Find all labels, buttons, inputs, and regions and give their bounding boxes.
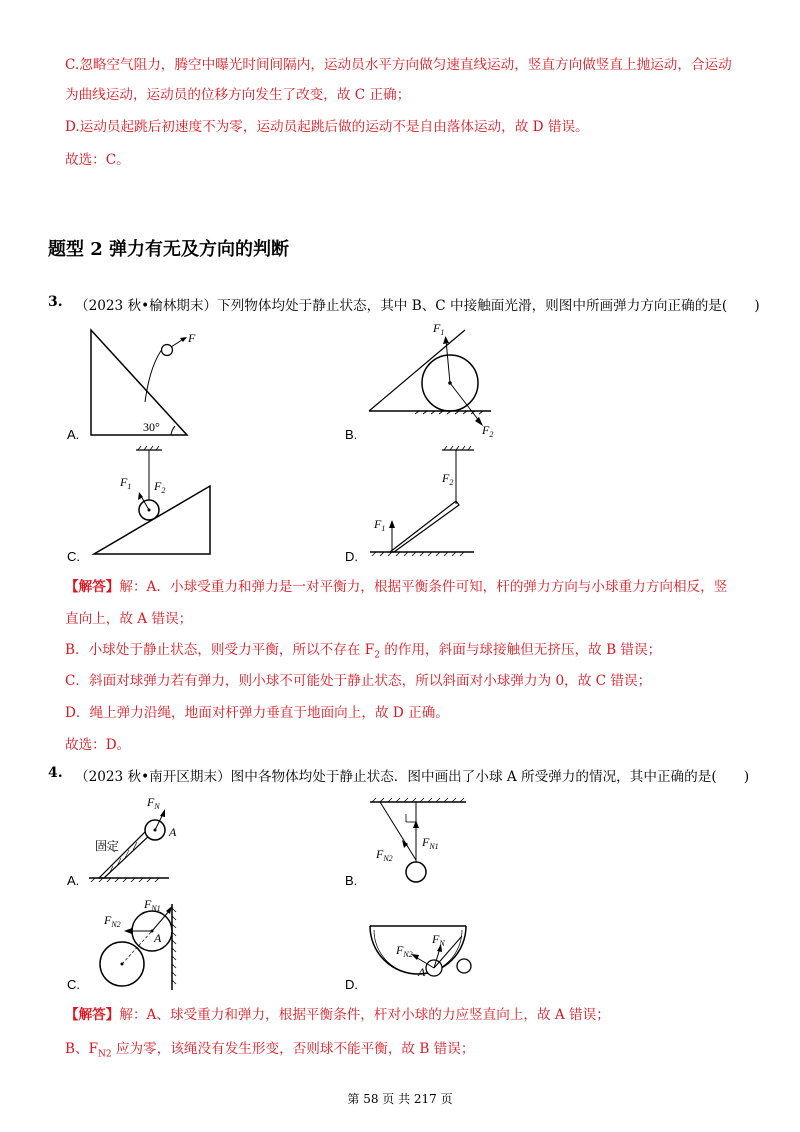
q3a-force-label: F [188,331,196,345]
q3b-f1-label: F [433,321,441,335]
prev-answer-choice: 故选：C。 [65,152,130,168]
prev-answer-d-line: D.运动员起跳后初速度不为零，运动员起跳后做的运动不是自由落体运动，故 D 错误。 [65,119,589,135]
q3-figure-c [90,446,220,561]
q3-number: 3. [48,294,63,310]
q4-answer-a [65,1006,610,1024]
q4-option-d: D. [345,977,358,992]
q4-answer-b-post: 应为零，该绳没有发生形变，否则球不能平衡，故 B 错误； [111,1041,475,1057]
svg-text:FN2 [103,913,121,929]
q3c-f2-label: F [154,479,162,493]
svg-text:FN [146,795,160,811]
q3b-f1-sub: 1 [440,328,445,337]
q4-answer-b-sub: N2 [98,1049,112,1060]
q4c-fn1-sub: N1 [151,904,161,913]
q4a-ball-label: A [169,825,177,839]
svg-text:FN2 [395,943,413,959]
q4b-fn2-sub: N2 [383,854,393,863]
svg-text:F1 [119,475,131,491]
q3-option-a: A. [67,427,80,442]
q3c-f1-label: F [120,475,128,489]
q3-option-b: B. [345,427,358,442]
q4-answer-a-text: 解：A、球受重力和弹力，根据平衡条件，杆对小球的力应竖直向上，故 A 错误； [119,1007,610,1023]
q3c-f2-sub: 2 [161,486,166,495]
q4a-fn-label: F [147,795,155,809]
q3-option-d: D. [345,549,358,564]
q3c-f1-sub: 1 [127,482,132,491]
q3-answer-c: C．斜面对球弹力若有弹力，则小球不可能处于静止状态，所以斜面对小球弹力为 0，故 C 错误； [65,673,652,689]
svg-text:FN [431,932,445,948]
q4b-fn1-sub: N1 [429,842,439,851]
q3-figure-d [366,446,491,561]
q3-answer-d: D．绳上弹力沿绳，地面对杆弹力垂直于地面向上，故 D 正确。 [65,705,449,721]
q4c-fn1-label: F [144,897,152,911]
q3-answer-tag: 【解答】 [65,579,120,595]
q4a-fixed-label: 固定 [95,839,120,853]
q4-option-c: C. [67,977,80,992]
q4-figure-a [85,792,210,887]
q4c-fn2-sub: N2 [111,920,121,929]
q4-figure-c [92,896,202,996]
prev-answer-c-line1: C.忽略空气阻力，腾空中曝光时间间隔内，运动员水平方向做匀速直线运动，竖直方向做竖直上抛运动，合运动 [65,57,732,73]
q3d-f2-label: F [442,471,450,485]
q3-answer-b-sub: 2 [374,650,380,661]
q3-stem: （2023 秋•榆林期末）下列物体均处于静止状态，其中 B、C 中接触面光滑，则图中所画弹力方向正确的是( ) [75,298,760,314]
q4d-fn2-sub: N2 [403,950,413,959]
q4-answer-tag: 【解答】 [65,1007,120,1023]
q3-answer-b-post: 的作用，斜面与球接触但无挤压，故 B 错误； [379,642,662,658]
section-title: 题型 2 弹力有无及方向的判断 [48,239,290,260]
q4c-ball-label: A [154,931,162,945]
q3-option-c: C. [67,549,80,564]
svg-text:F2 [153,479,165,495]
svg-text:F1 [432,321,444,337]
q3d-f1-label: F [374,517,382,531]
q3-figure-b [365,318,505,443]
q4a-fn-sub: N [154,802,160,811]
q4-number: 4. [48,765,63,781]
q4-answer-b [65,1040,474,1064]
q4d-fn-label: F [432,932,440,946]
q3-answer-a-text: 解：A．小球受重力和弹力是一对平衡力，根据平衡条件可知，杆的弹力方向与小球重力方向相反，竖 [119,579,728,595]
prev-answer-c-line2: 为曲线运动，运动员的位移方向发生了改变，故 C 正确； [65,87,411,103]
svg-text:FN1 [143,897,161,913]
q4b-fn1-label: F [422,835,430,849]
q4-figure-d [366,918,486,998]
q4-option-b: B. [345,873,358,888]
svg-text:F1 [373,517,385,533]
q3-answer-a [65,578,727,596]
q3-answer-b-pre: B．小球处于静止状态，则受力平衡，所以不存在 F [65,642,375,658]
q4-answer-b-pre: B、F [65,1041,99,1057]
svg-text:FN2 [375,847,393,863]
q3-answer-b [65,641,661,665]
q4-figure-b [366,796,486,891]
svg-text:F2 [481,423,493,439]
q3d-f1-sub: 1 [381,524,386,533]
q4-stem: （2023 秋•南开区期末）图中各物体均处于静止状态．图中画出了小球 A 所受弹力的情况，其中正确的是( ) [75,769,750,785]
q3-answer-choice: 故选：D。 [65,737,131,753]
q4d-fn2-label: F [396,943,404,957]
q4c-fn2-label: F [104,913,112,927]
q4-option-a: A. [67,873,80,888]
q4b-fn2-label: F [376,847,384,861]
q3b-f2-sub: 2 [489,430,494,439]
svg-text:FN1 [421,835,439,851]
q3-answer-a2: 直向上，故 A 错误； [65,611,193,627]
q4d-ball-label: A [418,965,426,979]
q3-figure-a [85,320,205,440]
q3b-f2-label: F [482,423,490,437]
q3d-f2-sub: 2 [449,478,454,487]
svg-text:F2 [441,471,453,487]
page-footer: 第 58 页 共 217 页 [347,1092,453,1106]
q3a-angle-label: 30° [143,420,160,434]
q4d-fn-sub: N [439,939,445,948]
